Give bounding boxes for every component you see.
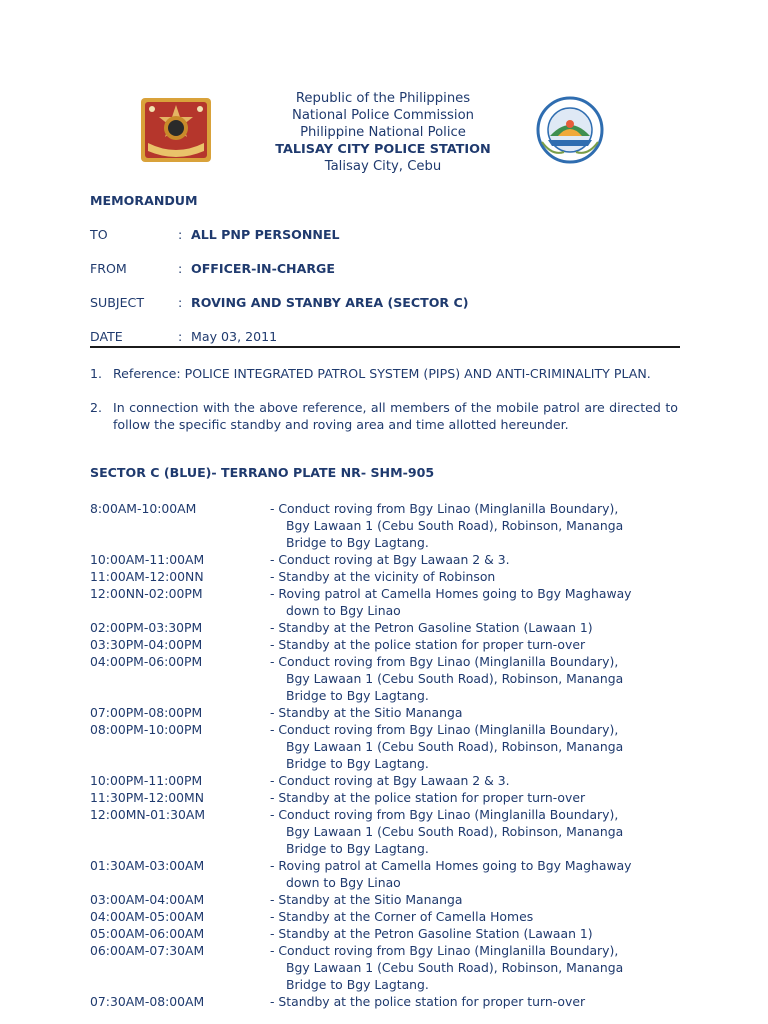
paragraph-text: Reference: POLICE INTEGRATED PATROL SYSTEM (PIPS) AND ANTI-CRIMINALITY PLAN. (113, 366, 651, 381)
schedule-description-line: - Standby at the Sitio Mananga (270, 705, 463, 720)
paragraph-2 (90, 399, 678, 433)
paragraph-1 (90, 365, 678, 382)
schedule-time: 01:30AM-03:00AM (90, 858, 205, 873)
field-label-from: FROM (90, 261, 127, 276)
schedule-description-line: - Conduct roving at Bgy Lawaan 2 & 3. (270, 773, 510, 788)
schedule-time: 10:00PM-11:00PM (90, 773, 203, 788)
schedule-description (270, 551, 680, 568)
talisay-city-seal-icon (536, 96, 604, 164)
schedule-time: 07:00PM-08:00PM (90, 705, 203, 720)
schedule-description-line: - Roving patrol at Camella Homes going to Bgy Maghaway (270, 858, 632, 873)
schedule-description (270, 619, 680, 636)
schedule-description-line: Bridge to Bgy Lagtang. (286, 756, 429, 771)
schedule-time: 04:00AM-05:00AM (90, 909, 205, 924)
schedule-description (270, 993, 680, 1010)
memo-field-to (90, 227, 340, 242)
schedule-description-line: Bgy Lawaan 1 (Cebu South Road), Robinson, Mananga (286, 960, 624, 975)
schedule-description (270, 653, 680, 704)
schedule-time: 11:00AM-12:00NN (90, 569, 204, 584)
schedule-row (90, 704, 680, 721)
schedule-description-line: - Standby at the Sitio Mananga (270, 892, 463, 907)
field-colon: : (178, 227, 183, 242)
schedule-description-line: Bridge to Bgy Lagtang. (286, 688, 429, 703)
schedule-row (90, 636, 680, 653)
schedule-description-line: - Standby at the Petron Gasoline Station (Lawaan 1) (270, 926, 593, 941)
letterhead-line-pnp: Philippine National Police (300, 125, 466, 140)
schedule-row (90, 891, 680, 908)
memo-title: MEMORANDUM (90, 193, 198, 208)
field-value-subject: ROVING AND STANBY AREA (SECTOR C) (191, 295, 469, 310)
schedule-description (270, 891, 680, 908)
schedule-description (270, 585, 680, 619)
schedule-description-line: - Standby at the police station for proper turn-over (270, 790, 586, 805)
paragraph-number: 2. (90, 400, 103, 415)
schedule-time: 02:00PM-03:30PM (90, 620, 203, 635)
schedule-description (270, 772, 680, 789)
schedule-time: 06:00AM-07:30AM (90, 943, 205, 958)
schedule-description (270, 636, 680, 653)
memo-field-from (90, 261, 335, 276)
field-label-to: TO (90, 227, 108, 242)
schedule-row (90, 925, 680, 942)
schedule-row (90, 721, 680, 772)
schedule-description (270, 908, 680, 925)
schedule-description-line: Bridge to Bgy Lagtang. (286, 535, 429, 550)
schedule-row (90, 500, 680, 551)
schedule-description-line: down to Bgy Linao (286, 875, 401, 890)
schedule-description (270, 568, 680, 585)
schedule-time: 04:00PM-06:00PM (90, 654, 203, 669)
schedule-description-line: down to Bgy Linao (286, 603, 401, 618)
schedule-description-line: Bridge to Bgy Lagtang. (286, 841, 429, 856)
schedule-list (90, 500, 680, 1010)
schedule-description (270, 500, 680, 551)
paragraph-text: In connection with the above reference, all members of the mobile patrol are directed to follow the specific standby and roving area and time allotted hereunder. (113, 400, 678, 432)
field-label-subject: SUBJECT (90, 295, 145, 310)
schedule-row (90, 653, 680, 704)
field-value-from: OFFICER-IN-CHARGE (191, 261, 335, 276)
paragraph-number: 1. (90, 366, 103, 381)
schedule-row (90, 908, 680, 925)
schedule-description-line: - Conduct roving from Bgy Linao (Minglanilla Boundary), (270, 722, 619, 737)
schedule-description-line: - Standby at the vicinity of Robinson (270, 569, 496, 584)
schedule-description-line: - Standby at the Corner of Camella Homes (270, 909, 534, 924)
schedule-description (270, 857, 680, 891)
schedule-row (90, 585, 680, 619)
field-colon: : (178, 295, 183, 310)
schedule-description-line: - Conduct roving from Bgy Linao (Minglanilla Boundary), (270, 807, 619, 822)
letterhead-line-napolcom: National Police Commission (291, 108, 475, 123)
schedule-row (90, 993, 680, 1010)
field-value-date: May 03, 2011 (191, 329, 278, 344)
schedule-time: 05:00AM-06:00AM (90, 926, 205, 941)
schedule-row (90, 806, 680, 857)
schedule-time: 08:00PM-10:00PM (90, 722, 203, 737)
schedule-description-line: Bgy Lawaan 1 (Cebu South Road), Robinson, Mananga (286, 671, 624, 686)
schedule-description-line: - Standby at the police station for proper turn-over (270, 994, 586, 1009)
schedule-time: 03:00AM-04:00AM (90, 892, 205, 907)
schedule-time: 12:00MN-01:30AM (90, 807, 206, 822)
schedule-time: 11:30PM-12:00MN (90, 790, 205, 805)
letterhead-line-republic: Republic of the Philippines (295, 91, 471, 106)
schedule-description (270, 704, 680, 721)
schedule-row (90, 551, 680, 568)
schedule-description-line: - Conduct roving from Bgy Linao (Minglanilla Boundary), (270, 943, 619, 958)
schedule-time: 8:00AM-10:00AM (90, 501, 197, 516)
schedule-description-line: Bridge to Bgy Lagtang. (286, 977, 429, 992)
schedule-description (270, 942, 680, 993)
schedule-description-line: - Conduct roving at Bgy Lawaan 2 & 3. (270, 552, 510, 567)
schedule-description (270, 806, 680, 857)
field-colon: : (178, 261, 183, 276)
schedule-time: 03:30PM-04:00PM (90, 637, 203, 652)
memo-field-date (90, 329, 277, 344)
schedule-description-line: - Standby at the police station for proper turn-over (270, 637, 586, 652)
schedule-row (90, 568, 680, 585)
schedule-description-line: - Conduct roving from Bgy Linao (Minglanilla Boundary), (270, 654, 619, 669)
schedule-description-line: Bgy Lawaan 1 (Cebu South Road), Robinson, Mananga (286, 739, 624, 754)
schedule-description-line: - Conduct roving from Bgy Linao (Minglanilla Boundary), (270, 501, 619, 516)
schedule-description-line: - Roving patrol at Camella Homes going to Bgy Maghaway (270, 586, 632, 601)
field-label-date: DATE (90, 329, 123, 344)
schedule-row (90, 772, 680, 789)
sector-heading: SECTOR C (BLUE)- TERRANO PLATE NR- SHM-905 (90, 465, 435, 480)
schedule-row (90, 619, 680, 636)
schedule-time: 12:00NN-02:00PM (90, 586, 203, 601)
schedule-description (270, 925, 680, 942)
schedule-time: 10:00AM-11:00AM (90, 552, 205, 567)
field-colon: : (178, 329, 183, 344)
memo-field-subject (90, 295, 469, 310)
letterhead-line-city: Talisay City, Cebu (324, 159, 442, 174)
letterhead-line-station: TALISAY CITY POLICE STATION (275, 142, 491, 157)
schedule-description-line: - Standby at the Petron Gasoline Station (Lawaan 1) (270, 620, 593, 635)
schedule-time: 07:30AM-08:00AM (90, 994, 205, 1009)
schedule-row (90, 942, 680, 993)
letterhead (236, 90, 530, 175)
field-value-to: ALL PNP PERSONNEL (191, 227, 340, 242)
schedule-description (270, 721, 680, 772)
schedule-description (270, 789, 680, 806)
header-divider (90, 346, 680, 348)
schedule-description-line: Bgy Lawaan 1 (Cebu South Road), Robinson, Mananga (286, 518, 624, 533)
schedule-description-line: Bgy Lawaan 1 (Cebu South Road), Robinson, Mananga (286, 824, 624, 839)
schedule-row (90, 789, 680, 806)
schedule-row (90, 857, 680, 891)
pnp-seal-icon (140, 97, 212, 163)
